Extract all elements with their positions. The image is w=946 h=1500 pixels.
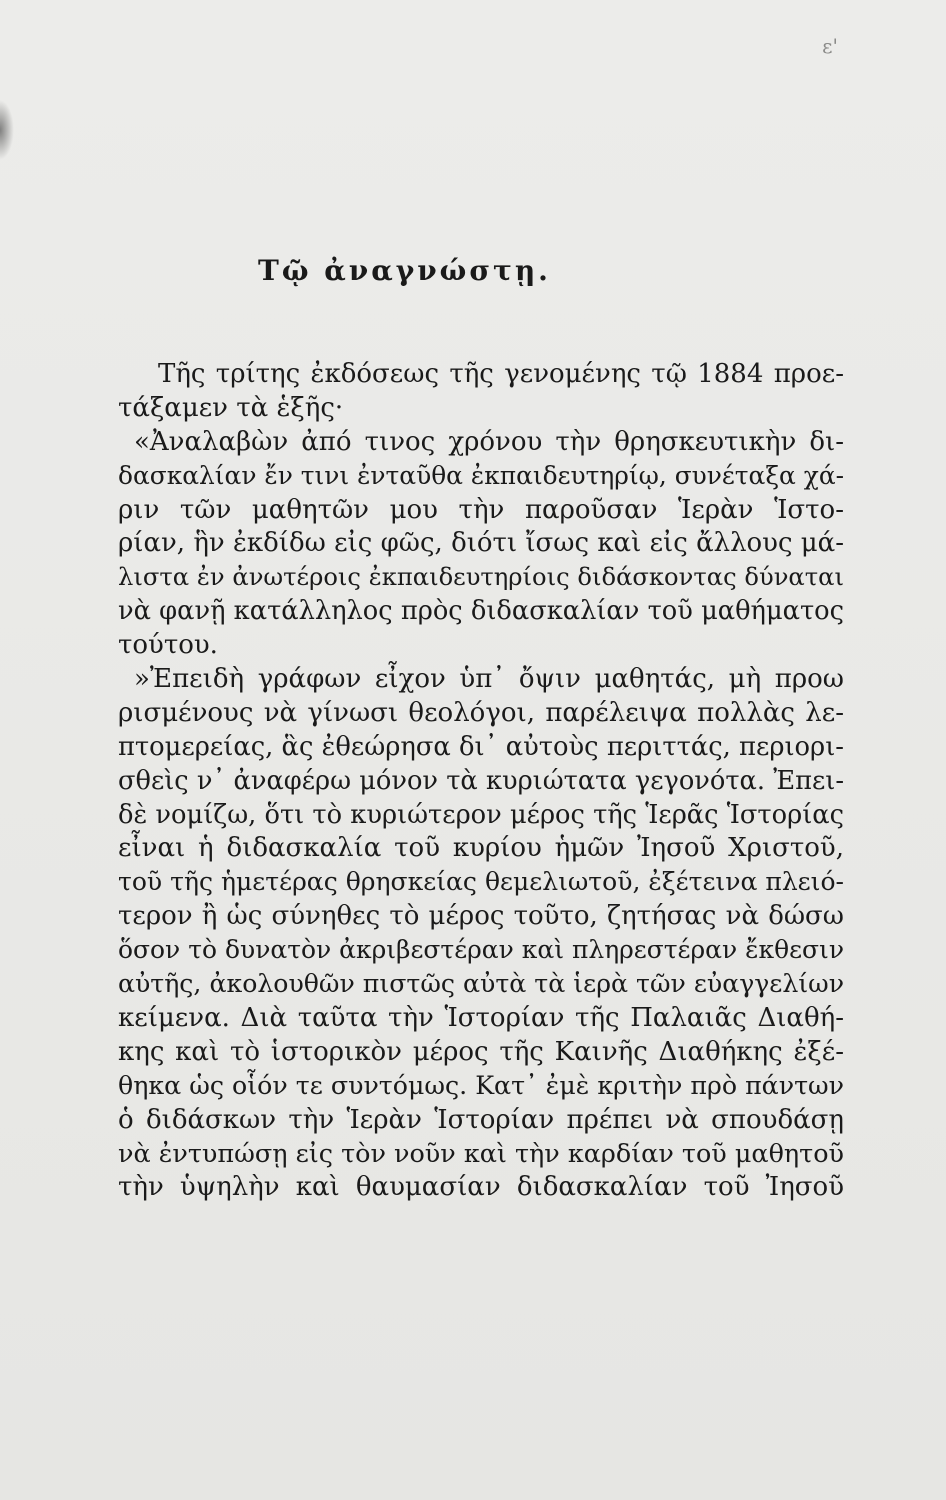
text-line: λιστα ἐν ἀνωτέροις ἐκπαιδευτηρίοις διδάσκοντας δύναται: [118, 563, 844, 592]
text-line: εἶναι ἡ διδασκαλία τοῦ κυρίου ἡμῶν Ἰησοῦ Χριστοῦ,: [118, 833, 844, 864]
text-line: τὴν ὑψηλὴν καὶ θαυμασίαν διδασκαλίαν τοῦ Ἰησοῦ: [118, 1172, 844, 1203]
page-folio: ε': [822, 34, 838, 58]
text-line: κείμενα. Διὰ ταῦτα τὴν Ἱστορίαν τῆς Παλαιᾶς Διαθή-: [118, 1002, 844, 1033]
text-line: ριν τῶν μαθητῶν μου τὴν παροῦσαν Ἱερὰν Ἱστο-: [118, 494, 844, 525]
page-edge-mark: [0, 100, 14, 160]
text-line: νὰ φανῇ κατάλληλος πρὸς διδασκαλίαν τοῦ μαθήματος: [118, 596, 844, 627]
text-line: ρίαν, ἣν ἐκδίδω εἰς φῶς, διότι ἴσως καὶ εἰς ἄλλους μά-: [118, 528, 844, 559]
text-line: κης καὶ τὸ ἱστορικὸν μέρος τῆς Καινῆς Διαθήκης ἐξέ-: [118, 1036, 844, 1067]
text-line: θηκα ὡς οἷόν τε συντόμως. Κατ᾽ ἐμὲ κριτὴν πρὸ πάντων: [118, 1070, 844, 1100]
text-line: ὅσον τὸ δυνατὸν ἀκριβεστέραν καὶ πληρεστέραν ἔκθεσιν: [118, 935, 844, 965]
page-title: Τῷ ἀναγνώστῃ.: [258, 254, 551, 287]
text-line: δὲ νομίζω, ὅτι τὸ κυριώτερον μέρος τῆς Ἱερᾶς Ἱστορίας: [118, 799, 844, 830]
text-line: δασκαλίαν ἔν τινι ἐνταῦθα ἐκπαιδευτηρίῳ, συνέταξα χά-: [118, 460, 844, 490]
text-line: τερον ἢ ὡς σύνηθες τὸ μέρος τοῦτο, ζητήσας νὰ δώσω: [118, 901, 844, 932]
text-line: »Ἐπειδὴ γράφων εἶχον ὑπ᾽ ὄψιν μαθητάς, μὴ προω: [134, 664, 844, 695]
body-text: [118, 357, 844, 1204]
text-line: «Ἀναλαβὼν ἀπό τινος χρόνου τὴν θρησκευτικὴν δι-: [134, 426, 844, 457]
text-line: Τῆς τρίτης ἐκδόσεως τῆς γενομένης τῷ 1884 προε-: [158, 359, 844, 389]
text-line: πτομερείας, ἃς ἐθεώρησα δι᾽ αὐτοὺς περιττάς, περιορι-: [118, 731, 844, 762]
text-line: ὁ διδάσκων τὴν Ἱερὰν Ἱστορίαν πρέπει νὰ σπουδάσῃ: [118, 1104, 844, 1135]
text-line: τοῦ τῆς ἡμετέρας θρησκείας θεμελιωτοῦ, ἐξέτεινα πλειό-: [118, 867, 844, 897]
text-line: τάξαμεν τὰ ἑξῆς·: [118, 392, 344, 423]
text-line: σθεὶς ν᾽ ἀναφέρω μόνον τὰ κυριώτατα γεγονότα. Ἐπει-: [118, 765, 844, 796]
text-line: τούτου.: [118, 630, 218, 661]
text-line: αὐτῆς, ἀκολουθῶν πιστῶς αὐτὰ τὰ ἱερὰ τῶν εὐαγγελίων: [118, 969, 844, 999]
text-line: νὰ ἐντυπώσῃ εἰς τὸν νοῦν καὶ τὴν καρδίαν τοῦ μαθητοῦ: [118, 1138, 844, 1169]
text-line: ρισμένους νὰ γίνωσι θεολόγοι, παρέλειψα πολλὰς λε-: [118, 697, 844, 728]
